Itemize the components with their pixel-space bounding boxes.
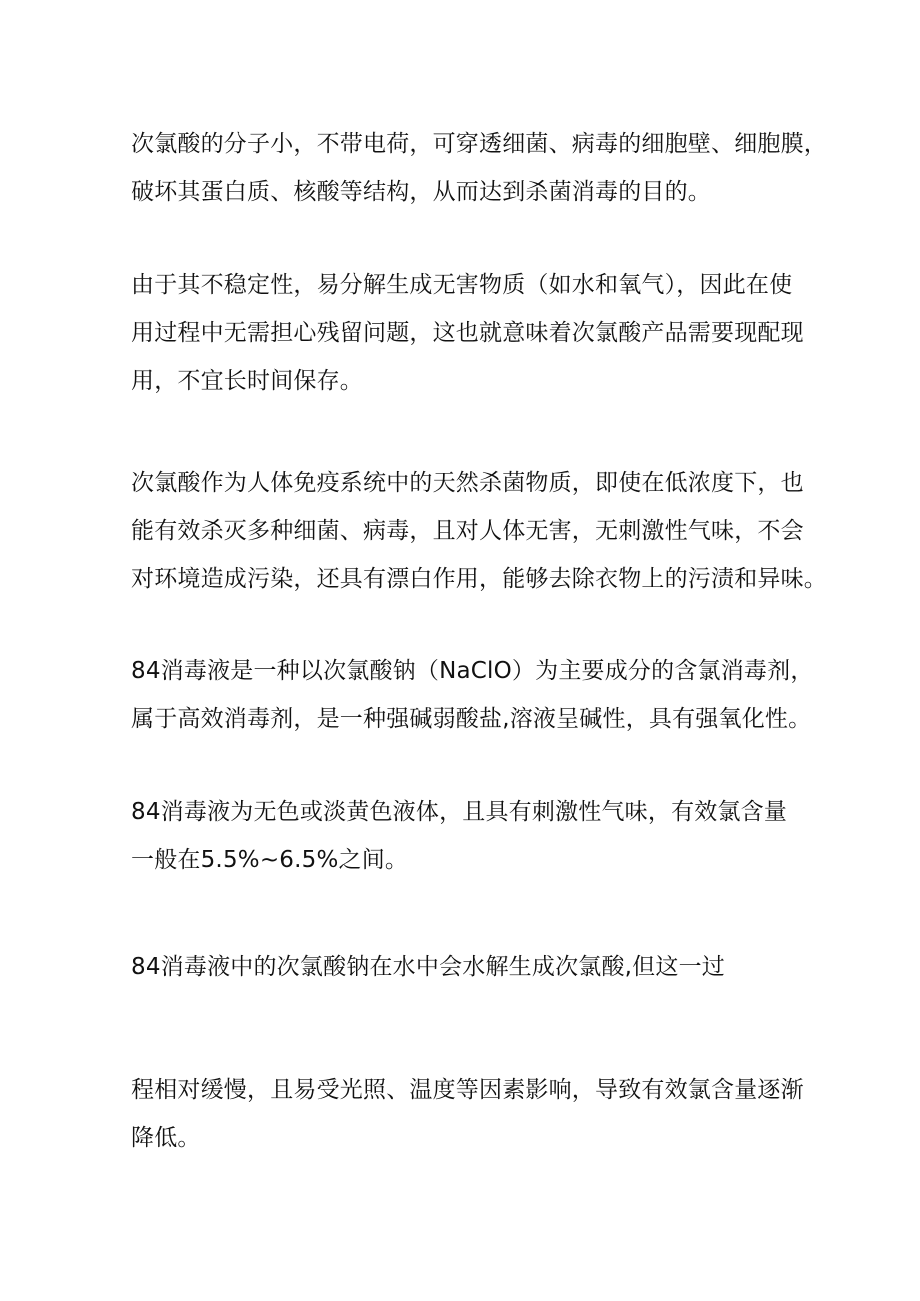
paragraph-2-line-2: 用过程中无需担心残留问题，这也就意味着次氯酸产品需要现配现 <box>131 320 804 346</box>
paragraph-6-line-1: 84消毒液中的次氯酸钠在水中会水解生成次氯酸,但这一过 <box>131 954 725 980</box>
paragraph-7-line-2: 降低。 <box>131 1125 201 1151</box>
paragraph-5-line-1: 84消毒液为无色或淡黄色液体，且具有刺激性气味，有效氯含量 <box>131 799 788 825</box>
paragraph-3-line-3: 对环境造成污染，还具有漂白作用，能够去除衣物上的污渍和异味。 <box>131 566 827 592</box>
paragraph-5-line-2: 一般在5.5%~6.5%之间。 <box>131 847 409 873</box>
paragraph-7-line-1: 程相对缓慢，且易受光照、温度等因素影响，导致有效氯含量逐渐 <box>131 1077 804 1103</box>
paragraph-2-line-3: 用，不宜长时间保存。 <box>131 368 363 394</box>
paragraph-4-line-2: 属于高效消毒剂，是一种强碱弱酸盐,溶液呈碱性，具有强氧化性。 <box>131 706 812 732</box>
paragraph-4-line-1: 84消毒液是一种以次氯酸钠（NaClO）为主要成分的含氯消毒剂， <box>131 658 814 684</box>
paragraph-1-line-1: 次氯酸的分子小，不带电荷，可穿透细菌、病毒的细胞壁、细胞膜， <box>131 131 827 157</box>
paragraph-3-line-2: 能有效杀灭多种细菌、病毒，且对人体无害，无刺激性气味，不会 <box>131 518 804 544</box>
paragraph-2-line-1: 由于其不稳定性，易分解生成无害物质（如水和氧气），因此在使 <box>131 272 793 298</box>
paragraph-3-line-1: 次氯酸作为人体免疫系统中的天然杀菌物质，即使在低浓度下，也 <box>131 470 804 496</box>
paragraph-1-line-2: 破坏其蛋白质、核酸等结构，从而达到杀菌消毒的目的。 <box>131 179 711 205</box>
